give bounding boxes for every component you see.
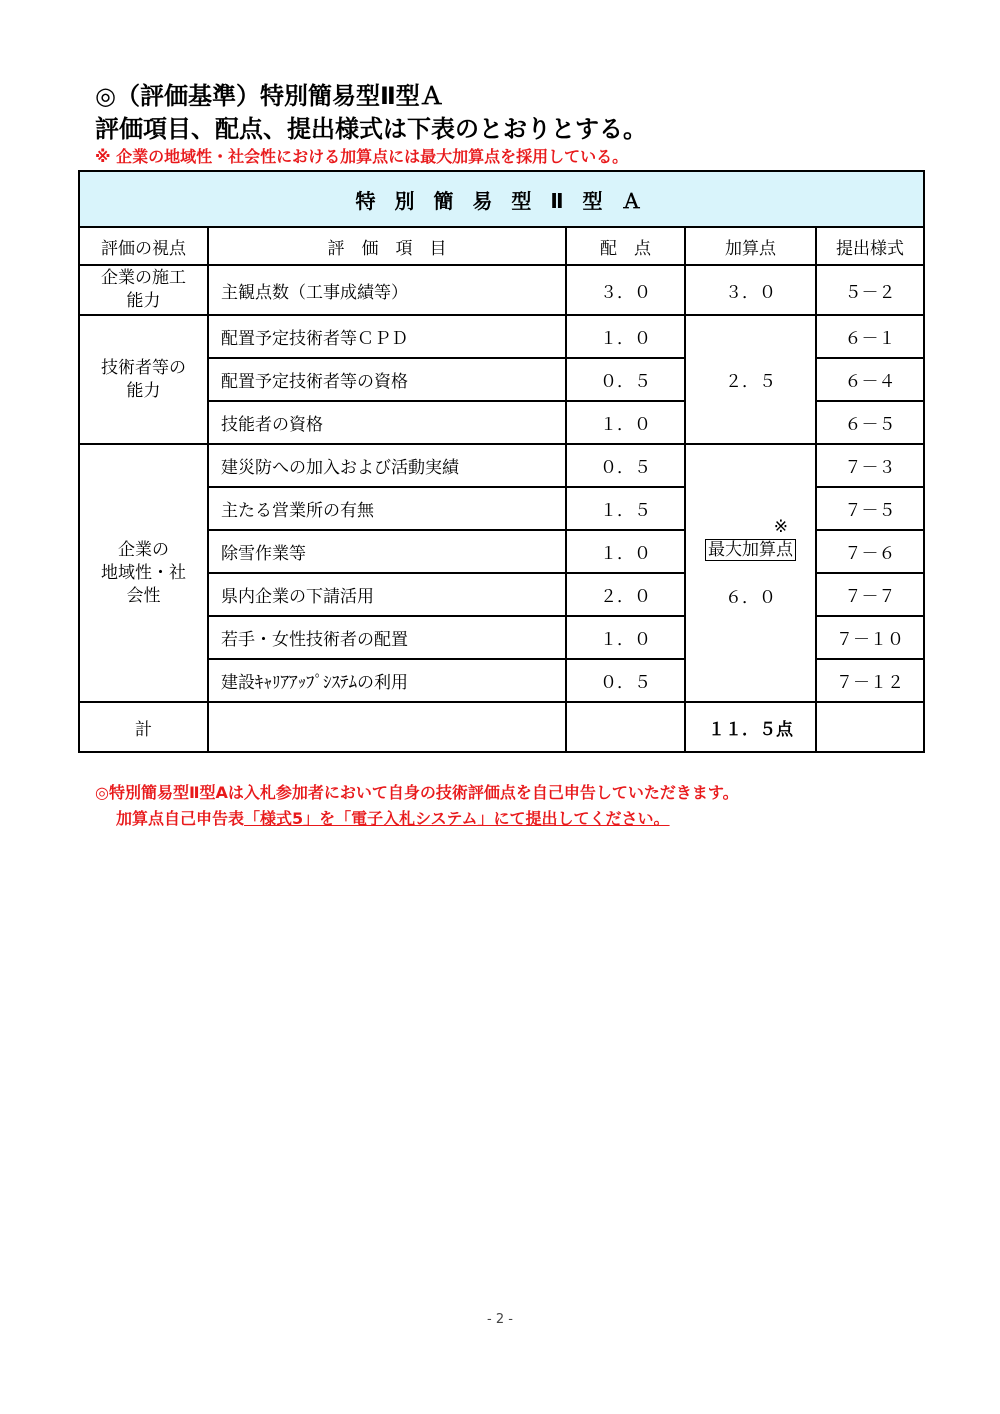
viewpoint-construction: [79, 265, 208, 315]
item-cell: 配置予定技術者等ＣＰＤ: [208, 315, 566, 358]
form-cell: ７－３: [816, 444, 924, 487]
form-cell: ７－１０: [816, 616, 924, 659]
added-cell: ３．０: [685, 265, 816, 315]
footnote-1: ◎特別簡易型Ⅱ型Aは入札参加者において自身の技術評価点を自己申告していただきます。: [95, 783, 739, 802]
points-cell: ０．５: [566, 659, 685, 702]
heading-subtitle: 評価項目、配点、提出様式は下表のとおりとする。: [95, 115, 647, 143]
points-cell: １．０: [566, 616, 685, 659]
points-cell: ０．５: [566, 358, 685, 401]
viewpoint-line: 能力: [126, 291, 161, 311]
points-cell: ２．０: [566, 573, 685, 616]
points-cell: １．０: [566, 315, 685, 358]
heading-title: ◎（評価基準）特別簡易型Ⅱ型Ａ: [95, 82, 444, 110]
table-row: [79, 444, 924, 487]
added-cell-max: [685, 444, 816, 702]
viewpoint-line: 会性: [126, 585, 161, 606]
table-row: [79, 315, 924, 358]
header-item: 評 価 項 目: [208, 227, 566, 265]
item-cell: 除雪作業等: [208, 530, 566, 573]
total-points-empty: [566, 702, 685, 752]
header-points: 配 点: [566, 227, 685, 265]
footnote-2-underlined: 「様式5」を「電子入札システム」にて提出してください。: [244, 809, 670, 828]
item-cell: 建設ｷｬﾘｱｱｯﾌﾟｼｽﾃﾑの利用: [208, 659, 566, 702]
form-cell: ６－５: [816, 401, 924, 444]
note-mark: ※: [773, 516, 788, 537]
max-added-label: 最大加算点: [705, 539, 796, 561]
form-cell: ７－５: [816, 487, 924, 530]
viewpoint-line: 地域性・社: [101, 562, 186, 583]
item-cell: 建災防への加入および活動実績: [208, 444, 566, 487]
points-cell: １．０: [566, 401, 685, 444]
viewpoint-line: 企業の施工: [101, 268, 186, 288]
max-added-value: ６．０: [725, 587, 776, 608]
table-row: [79, 265, 924, 315]
form-cell: ６－４: [816, 358, 924, 401]
viewpoint-line: 企業の: [118, 539, 169, 560]
item-cell: 主観点数（工事成績等）: [208, 265, 566, 315]
table-header-row: [79, 227, 924, 265]
total-item-empty: [208, 702, 566, 752]
total-added: １１．５点: [685, 702, 816, 752]
form-cell: ７－６: [816, 530, 924, 573]
form-cell: ６－１: [816, 315, 924, 358]
form-cell: ７－７: [816, 573, 924, 616]
header-added: 加算点: [685, 227, 816, 265]
viewpoint-line: 能力: [126, 380, 161, 401]
evaluation-table: [78, 170, 925, 753]
points-cell: １．５: [566, 487, 685, 530]
page-number: - 2 -: [487, 1312, 513, 1327]
item-cell: 県内企業の下請活用: [208, 573, 566, 616]
form-cell: ７－１２: [816, 659, 924, 702]
viewpoint-engineers: [79, 315, 208, 444]
item-cell: 若手・女性技術者の配置: [208, 616, 566, 659]
header-viewpoint: 評価の視点: [79, 227, 208, 265]
points-cell: １．０: [566, 530, 685, 573]
item-cell: 配置予定技術者等の資格: [208, 358, 566, 401]
viewpoint-regional: [79, 444, 208, 702]
table-title: 特 別 簡 易 型 Ⅱ 型 Ａ: [79, 171, 924, 227]
added-cell: ２．５: [685, 315, 816, 444]
max-added-wrapper: [705, 516, 796, 561]
header-form: 提出様式: [816, 227, 924, 265]
item-cell: 技能者の資格: [208, 401, 566, 444]
points-cell: ３．０: [566, 265, 685, 315]
footnote-2-prefix: 加算点自己申告表: [116, 809, 245, 828]
total-label: 計: [79, 702, 208, 752]
form-cell: ５－２: [816, 265, 924, 315]
item-cell: 主たる営業所の有無: [208, 487, 566, 530]
viewpoint-line: 技術者等の: [101, 357, 186, 378]
total-form-empty: [816, 702, 924, 752]
total-row: [79, 702, 924, 752]
points-cell: ０．５: [566, 444, 685, 487]
top-note: ※ 企業の地域性・社会性における加算点には最大加算点を採用している。: [95, 147, 629, 166]
footnote-2: [116, 806, 670, 829]
